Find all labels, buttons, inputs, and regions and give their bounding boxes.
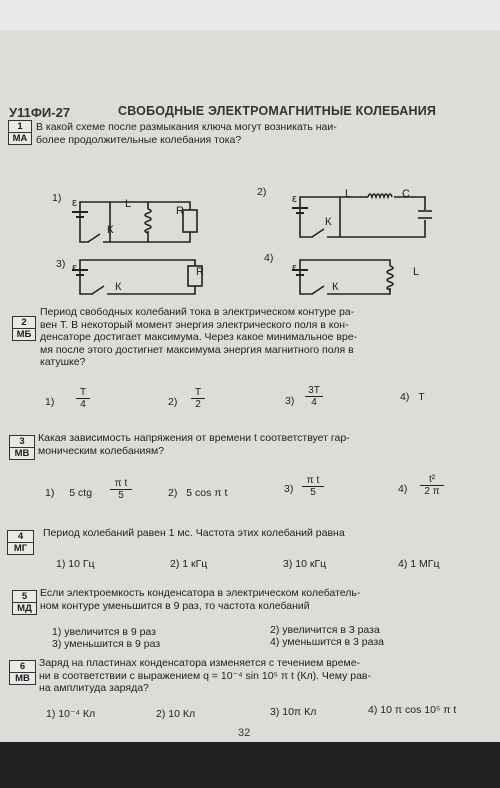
question-2-line: катушке?: [40, 356, 86, 368]
numerator: t²: [420, 474, 444, 486]
question-2-line: Период свободных колебаний тока в электрическом контуре ра-: [40, 306, 355, 318]
q3-option-2-label: 2): [168, 487, 178, 499]
key-symbol: К: [332, 281, 339, 293]
question-2-number: 2: [13, 317, 35, 329]
circuit-3-label: 3): [56, 258, 66, 270]
denominator: 5: [118, 490, 124, 501]
question-1-line: В какой схеме после размыкания ключа могут возникать наи-: [36, 121, 337, 133]
question-2-code: МБ: [16, 329, 32, 340]
q4-option-2: 2) 1 кГц: [170, 558, 208, 570]
q5-option-2: 2) увеличится в 3 раза: [270, 624, 380, 636]
emf-symbol: ε: [72, 197, 77, 209]
q3-option-4-label: 4): [398, 483, 408, 495]
question-1-number: 1: [9, 121, 31, 133]
q3-option-2-text: 5 cos π t: [186, 487, 228, 499]
emf-symbol: ε: [72, 262, 77, 274]
question-1-text: [36, 121, 337, 146]
question-1-line: более продолжительные колебания тока?: [36, 133, 242, 146]
question-5-number: 5: [13, 591, 36, 603]
circuit-4-label: 4): [264, 252, 274, 264]
denominator: 2: [195, 399, 201, 410]
circuit-1-label: 1): [52, 192, 62, 204]
question-5-line: Если электроемкость конденсатора в электрическом колебатель-: [40, 587, 361, 599]
question-2-line: вен Т. В некоторый момент энергия электрического поля в кон-: [40, 318, 349, 331]
q3-option-1: [45, 487, 92, 499]
q2-option-2-label: 2): [168, 396, 178, 408]
circuit-4: [292, 260, 396, 299]
key-symbol: К: [325, 216, 332, 228]
emf-symbol: ε: [292, 262, 297, 274]
question-6-number: 6: [10, 661, 35, 673]
question-2-line: денсаторе достигает максимума. Через какое минимальное вре-: [40, 331, 358, 343]
question-2-line: мя после этого достигнет максимума энергия магнитного поля в: [40, 343, 354, 356]
numerator: 3T: [305, 385, 323, 397]
question-3-number: 3: [10, 436, 34, 448]
question-1-code: МА: [12, 133, 28, 144]
question-2-text: [40, 306, 490, 369]
resistor-symbol: R: [196, 266, 204, 278]
q5-option-4: 4) уменьшится в 3 раза: [270, 636, 385, 648]
q2-option-3-fraction: [305, 385, 323, 408]
circuit-2: [292, 191, 432, 242]
q6-option-2: 2) 10 Кл: [156, 708, 196, 720]
inductor-symbol: L: [125, 198, 132, 210]
question-3-badge: [9, 435, 35, 460]
q2-option-1-label: 1): [45, 396, 55, 408]
q3-option-1-label: 1): [45, 487, 55, 499]
q5-option-1: 1) увеличится в 9 раз: [52, 626, 156, 638]
q4-option-3: 3) 10 кГц: [283, 558, 327, 570]
q3-option-1-fraction: [110, 478, 132, 501]
q2-option-2-fraction: [191, 387, 205, 410]
q4-option-4: 4) 1 МГц: [398, 558, 440, 570]
q5-option-3: 3) уменьшится в 9 раз: [52, 638, 161, 650]
q2-option-4: [400, 391, 425, 403]
resistor-symbol: R: [176, 205, 184, 217]
denominator: 4: [80, 399, 86, 410]
q3-option-4-fraction: [420, 474, 444, 497]
question-4-code: МГ: [13, 543, 28, 554]
background-bottom: [0, 742, 500, 788]
q3-option-1-prefix: 5 ctg: [69, 487, 93, 499]
numerator: T: [76, 387, 90, 399]
question-6-line: ни в соответствии с выражением q = 10⁻⁴ sin 10⁵ π t (Кл). Чему рав-: [39, 669, 372, 682]
question-2-badge: [12, 316, 36, 341]
question-5-line: ном контуре уменьшится в 9 раз, то частота колебаний: [40, 599, 310, 612]
circuit-diagrams: [40, 182, 480, 302]
question-6-text: [39, 657, 494, 695]
worksheet-title: СВОБОДНЫЕ ЭЛЕКТРОМАГНИТНЫЕ КОЛЕБАНИЯ: [118, 104, 437, 118]
question-5-text: [40, 587, 490, 612]
question-5-code: МД: [17, 603, 32, 614]
question-6-code: МВ: [15, 673, 30, 684]
inductor-symbol: L: [413, 266, 420, 278]
denominator: 5: [310, 487, 316, 498]
key-symbol: К: [107, 224, 114, 236]
question-4-badge: [7, 530, 34, 555]
question-6-line: Заряд на пластинах конденсатора изменяется с течением време-: [39, 657, 361, 669]
question-4-text: Период колебаний равен 1 мс. Частота этих колебаний равна: [43, 527, 345, 539]
question-1-badge: [8, 120, 32, 145]
q6-option-4: 4) 10 π cos 10⁵ π t: [368, 704, 457, 716]
question-5-badge: [12, 590, 37, 615]
q6-option-1: 1) 10⁻⁴ Кл: [46, 708, 96, 720]
question-3-code: МВ: [14, 448, 30, 459]
page-number: 32: [238, 727, 251, 739]
numerator: π t: [302, 475, 324, 487]
q2-option-1-fraction: [76, 387, 90, 410]
circuit-3: [72, 260, 202, 299]
q6-option-3: 3) 10π Кл: [270, 706, 317, 718]
key-symbol: К: [115, 281, 122, 293]
q3-option-3-fraction: [302, 475, 324, 498]
worksheet-code: У11ФИ-27: [9, 105, 71, 120]
denominator: 2 π: [424, 486, 440, 497]
background-top: [0, 0, 500, 30]
q2-option-4-label: 4): [400, 391, 410, 403]
question-4-number: 4: [8, 531, 33, 543]
emf-symbol: ε: [292, 193, 297, 205]
circuit-2-label: 2): [257, 186, 267, 198]
question-3-line: Какая зависимость напряжения от времени t соответствует гар-: [38, 432, 350, 444]
question-3-text: [38, 432, 488, 457]
question-6-badge: [9, 660, 36, 685]
question-3-line: моническим колебаниям?: [38, 444, 165, 457]
q2-option-3-label: 3): [285, 395, 295, 407]
capacitor-symbol: C: [402, 188, 410, 200]
q2-option-4-text: T: [418, 391, 425, 403]
q4-option-1: 1) 10 Гц: [56, 558, 95, 570]
denominator: 4: [311, 397, 317, 408]
numerator: π t: [110, 478, 132, 490]
numerator: T: [191, 387, 205, 399]
q3-option-3-label: 3): [284, 483, 294, 495]
inductor-symbol: L: [345, 188, 352, 200]
question-6-line: на амплитуда заряда?: [39, 682, 149, 694]
q3-option-2: [168, 487, 227, 499]
